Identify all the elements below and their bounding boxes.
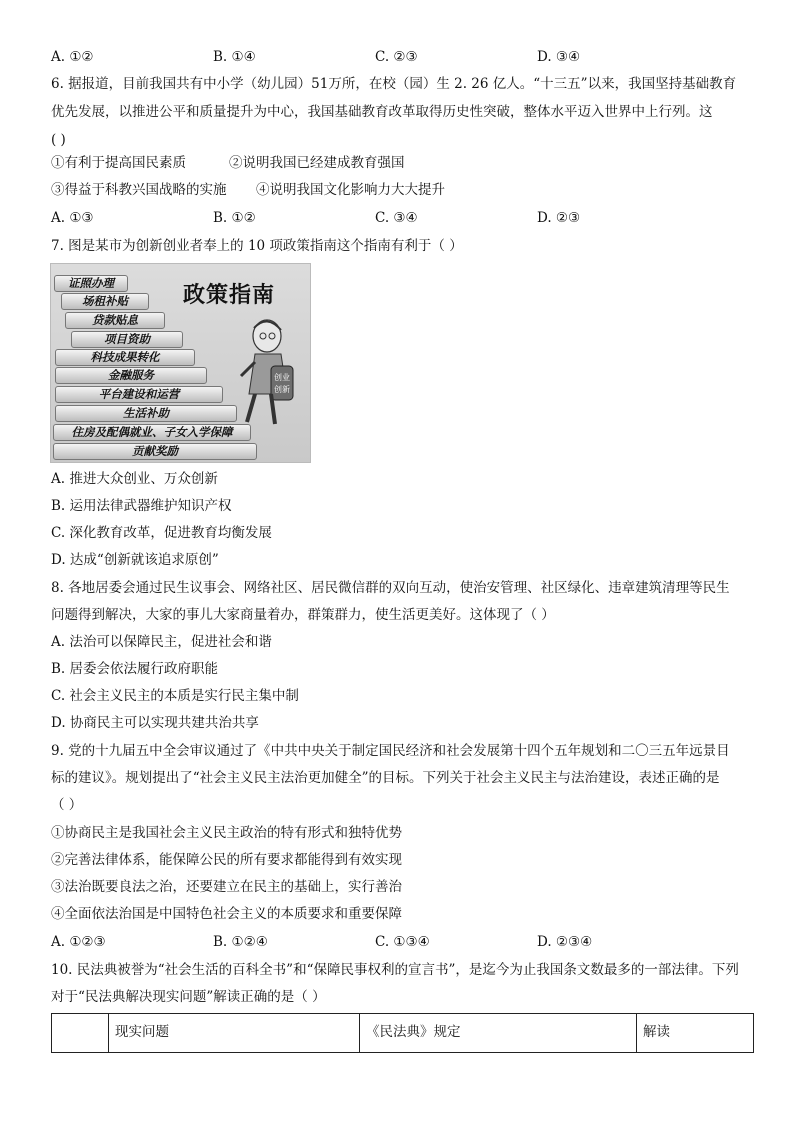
table-header-provision: 《民法典》规定 [360,1014,637,1053]
policy-step: 生活补助 [55,405,237,422]
q7-option-a: A. 推进大众创业、万众创新 [51,471,218,487]
policy-step: 贡献奖励 [53,443,257,460]
q6-option-a: A. ①③ [51,210,94,226]
q9-bracket: （ ） [51,797,83,813]
q7-option-c: C. 深化教育改革，促进教育均衡发展 [51,525,272,541]
q6-item4: ④说明我国文化影响力大大提升 [256,182,445,198]
q5-option-a: A. ①② [51,49,94,65]
policy-step: 住房及配偶就业、子女入学保障 [53,424,251,441]
q9-item2: ②完善法律体系，能保障公民的所有要求都能得到有效实现 [51,852,402,868]
policy-step: 科技成果转化 [55,349,195,366]
q7-stem: 7. 图是某市为创新创业者奉上的 10 项政策指南这个指南有利于（ ） [51,238,463,254]
q9-stem-line2: 标的建议》。规划提出了“社会主义民主法治更加健全”的目标。下列关于社会主义民主与法治建设，表述正确的是 [51,770,720,786]
q7-option-d: D. 达成“创新就该追求原创” [51,552,219,568]
q5-option-b: B. ①④ [213,49,256,65]
table-header-interpretation: 解读 [637,1014,754,1053]
q9-option-a: A. ①②③ [51,934,106,950]
q6-item2: ②说明我国已经建成教育强国 [229,155,405,171]
q5-options [51,48,751,66]
q6-bracket: ( ) [51,132,66,148]
table-header-blank [52,1014,109,1053]
q9-item1: ①协商民主是我国社会主义民主政治的特有形式和独特优势 [51,825,402,841]
policy-step: 平台建设和运营 [55,386,223,403]
policy-step: 证照办理 [54,275,128,292]
q8-option-a: A. 法治可以保障民主，促进社会和谐 [51,634,272,650]
q10-table [51,1013,754,1053]
q9-option-b: B. ①②④ [213,934,268,950]
q9-item4: ④全面依法治国是中国特色社会主义的本质要求和重要保障 [51,906,402,922]
q9-options [51,933,751,951]
q8-option-c: C. 社会主义民主的本质是实行民主集中制 [51,688,299,704]
q6-option-d: D. ②③ [537,210,581,226]
q6-stem-line1: 6. 据报道，目前我国共有中小学（幼儿园）51万所，在校（园）生 2. 26 亿人。“十三五”以来，我国坚持基础教育 [51,76,737,92]
q6-options [51,209,751,227]
climbing-figure-illustration [227,314,302,434]
q8-option-b: B. 居委会依法履行政府职能 [51,661,219,677]
table-header-issue: 现实问题 [109,1014,360,1053]
policy-guide-image [50,263,311,463]
q7-option-b: B. 运用法律武器维护知识产权 [51,498,232,514]
q6-item1: ①有利于提高国民素质 [51,155,186,171]
table-row [52,1014,754,1053]
q9-option-d: D. ②③④ [537,934,593,950]
q9-item3: ③法治既要良法之治，还要建立在民主的基础上，实行善治 [51,879,402,895]
q9-stem-line1: 9. 党的十九届五中全会审议通过了《中共中央关于制定国民经济和社会发展第十四个五年规划和二〇三五年远景目 [51,743,730,759]
book-label-1: 创业 [274,373,290,382]
policy-step: 金融服务 [55,367,207,384]
book-label-2: 创新 [274,385,290,394]
q8-stem-line1: 8. 各地居委会通过民生议事会、网络社区、居民微信群的双向互动，使治安管理、社区绿化、违章建筑清理等民生 [51,580,730,596]
q6-item3: ③得益于科教兴国战略的实施 [51,182,227,198]
policy-step: 场租补贴 [61,293,149,310]
q8-stem-line2: 问题得到解决，大家的事儿大家商量着办，群策群力，使生活更美好。这体现了（ ） [51,607,555,623]
q5-option-d: D. ③④ [537,49,581,65]
q10-stem-line1: 10. 民法典被誉为“社会生活的百科全书”和“保障民事权利的宣言书”，是迄今为止我国条文数最多的一部法律。下列 [51,962,739,978]
policy-step: 项目资助 [71,331,183,348]
policy-image-title: 政策指南 [183,283,276,308]
q9-option-c: C. ①③④ [375,934,430,950]
q8-option-d: D. 协商民主可以实现共建共治共享 [51,715,259,731]
q10-stem-line2: 对于“民法典解决现实问题”解读正确的是（ ） [51,989,326,1005]
q6-option-c: C. ③④ [375,210,418,226]
q6-stem-line2: 优先发展，以推进公平和质量提升为中心，我国基础教育改革取得历史性突破，整体水平迈入世界中上行列。这 [51,104,713,120]
q5-option-c: C. ②③ [375,49,418,65]
q6-option-b: B. ①② [213,210,256,226]
policy-step: 贷款贴息 [65,312,165,329]
